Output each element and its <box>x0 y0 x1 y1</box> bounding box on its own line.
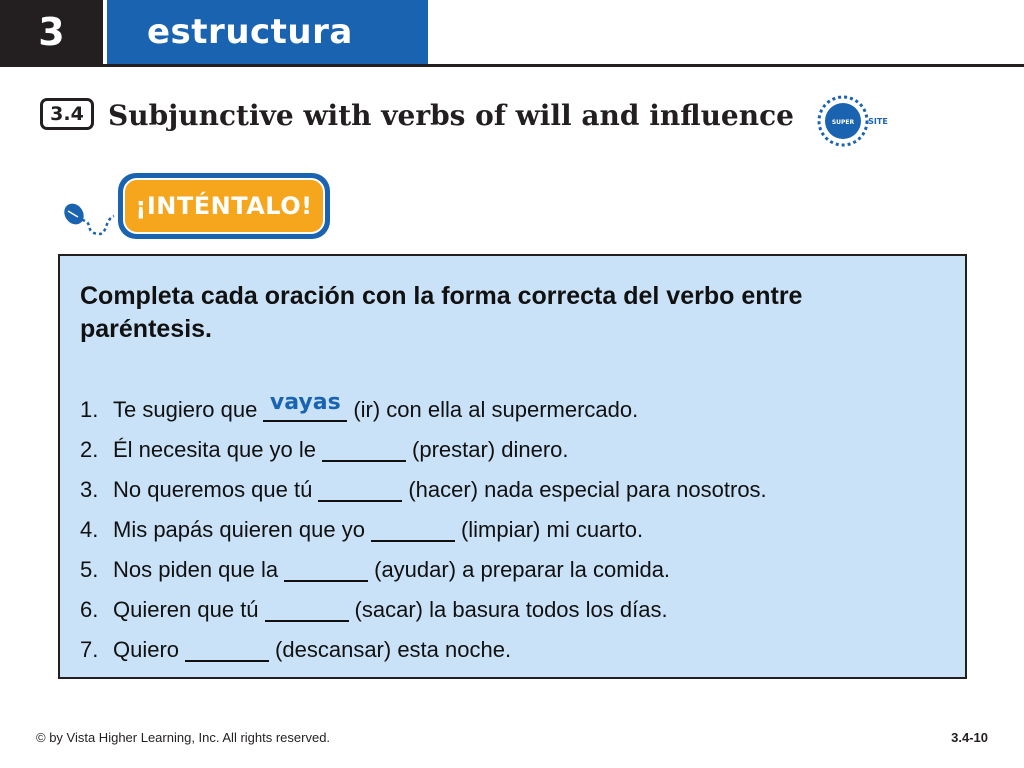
item-text-after: (prestar) dinero. <box>412 437 569 462</box>
answer-blank[interactable] <box>185 638 269 662</box>
supersite-logo-icon[interactable] <box>816 94 896 148</box>
item-text-before: Nos piden que la <box>113 557 279 582</box>
mouse-icon <box>58 192 118 242</box>
answer-text: vayas <box>269 390 341 415</box>
item-text-after: (limpiar) mi cuarto. <box>460 517 644 542</box>
answer-blank[interactable] <box>284 558 368 582</box>
chapter-number: 3 <box>0 0 103 64</box>
exercise-item <box>80 630 767 670</box>
item-text-before: Quiero <box>113 637 180 662</box>
answer-blank[interactable] <box>318 478 402 502</box>
item-text-before: Te sugiero que <box>113 397 258 422</box>
exercise-item <box>80 470 767 510</box>
item-text-before: Él necesita que yo le <box>113 437 317 462</box>
item-text-before: Mis papás quieren que yo <box>113 517 365 542</box>
exercise-item <box>80 390 767 430</box>
copyright-notice: © by Vista Higher Learning, Inc. All rights reserved. <box>36 730 331 745</box>
item-text-before: No queremos que tú <box>113 477 313 502</box>
page-number: 3.4-10 <box>951 730 988 745</box>
answer-blank[interactable] <box>322 438 406 462</box>
exercise-instruction: Completa cada oración con la forma correcta del verbo entre paréntesis. <box>80 282 803 343</box>
intentalo-label: ¡INTÉNTALO! <box>123 178 325 234</box>
lesson-title: Subjunctive with verbs of will and influence <box>108 99 794 132</box>
item-text-before: Quieren que tú <box>113 597 259 622</box>
intentalo-badge <box>118 173 330 239</box>
item-number: 4. <box>80 517 99 542</box>
item-text-after: (sacar) la basura todos los días. <box>354 597 668 622</box>
lesson-badge: 3.4 <box>40 98 94 130</box>
exercise-panel <box>58 254 967 679</box>
header-divider <box>0 64 1024 67</box>
item-number: 6. <box>80 597 99 622</box>
supersite-label: SUPER <box>831 119 855 126</box>
item-number: 3. <box>80 477 99 502</box>
item-text-after: (ir) con ella al supermercado. <box>353 397 639 422</box>
answer-blank[interactable] <box>263 390 347 422</box>
section-name: estructura <box>107 0 428 64</box>
exercise-item <box>80 510 767 550</box>
exercise-item <box>80 430 767 470</box>
exercise-item <box>80 550 767 590</box>
supersite-label-suffix: SITE <box>868 117 888 126</box>
item-number: 2. <box>80 437 99 462</box>
item-text-after: (hacer) nada especial para nosotros. <box>408 477 767 502</box>
item-text-after: (descansar) esta noche. <box>275 637 512 662</box>
item-number: 5. <box>80 557 99 582</box>
exercise-list <box>80 390 767 670</box>
item-text-after: (ayudar) a preparar la comida. <box>374 557 671 582</box>
exercise-item <box>80 590 767 630</box>
answer-blank[interactable] <box>371 518 455 542</box>
answer-blank[interactable] <box>265 598 349 622</box>
item-number: 1. <box>80 397 99 422</box>
item-number: 7. <box>80 637 99 662</box>
